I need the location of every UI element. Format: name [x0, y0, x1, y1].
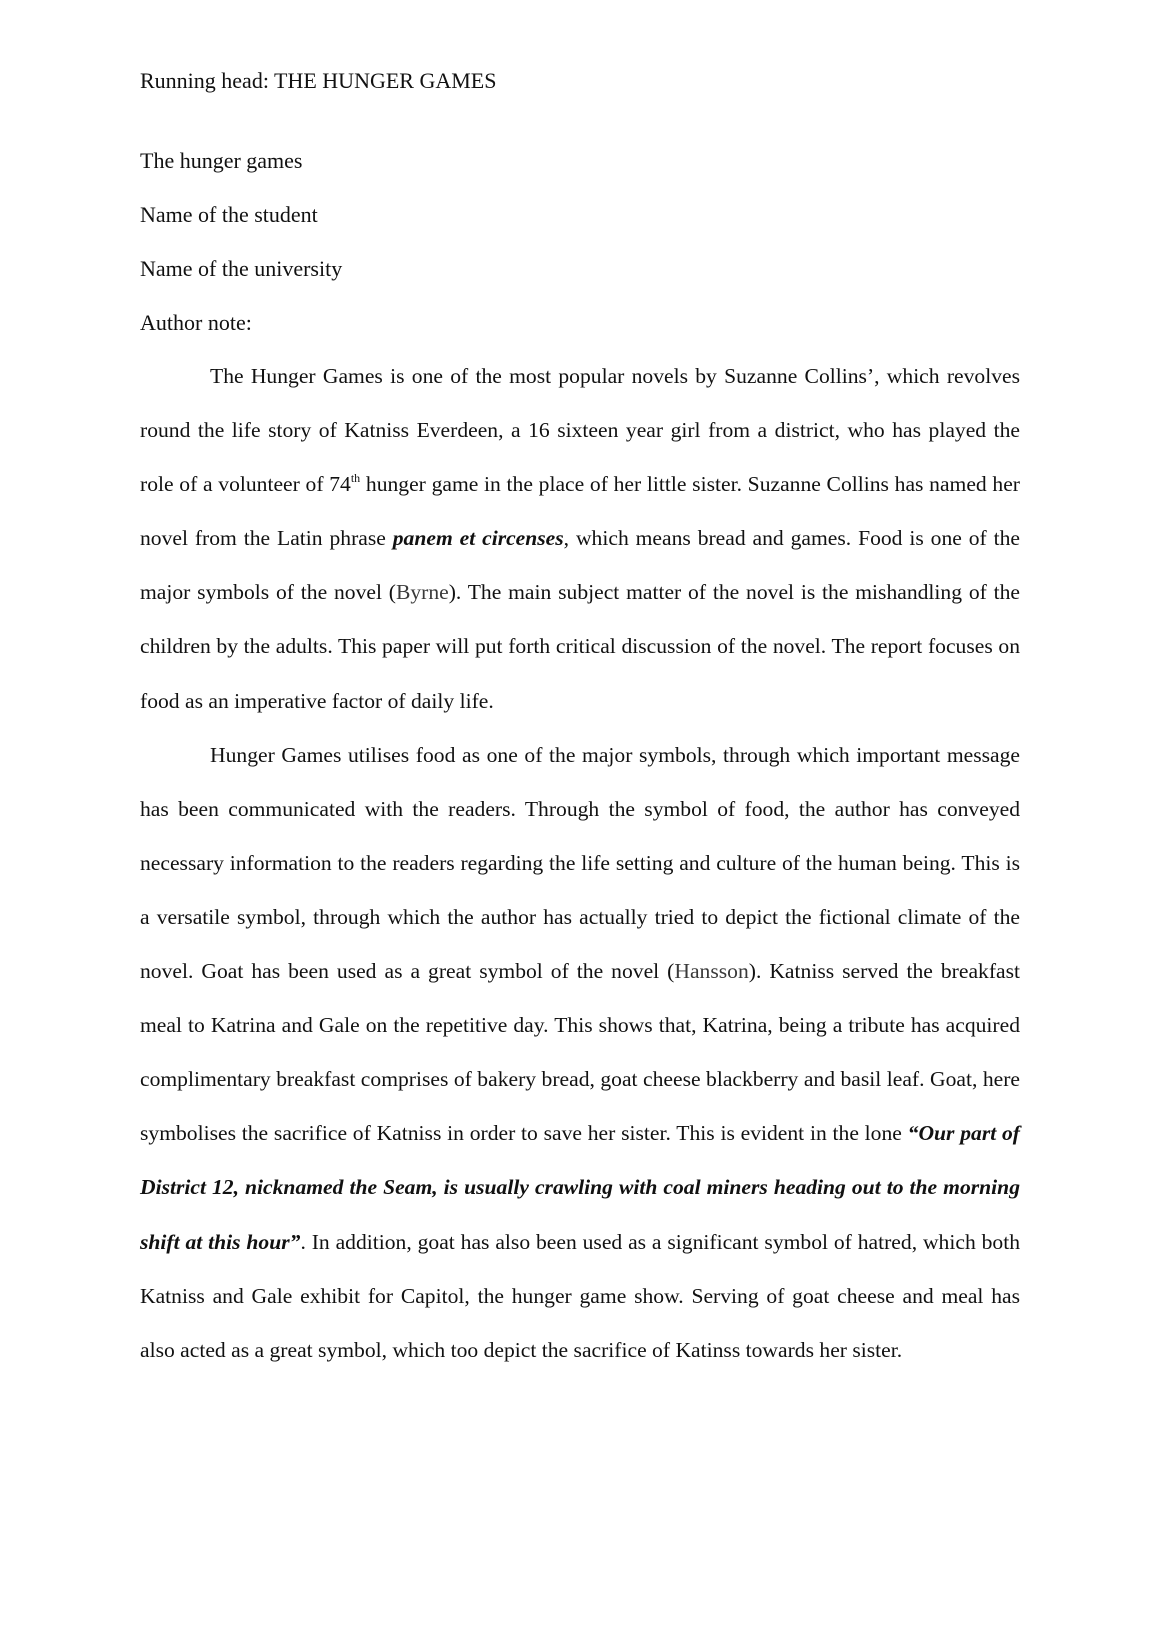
- title-block: [140, 134, 1020, 350]
- university-name: Name of the university: [140, 256, 343, 281]
- paper-title: The hunger games: [140, 148, 303, 173]
- paragraph-2: [140, 728, 1020, 1377]
- novel-quote: “Our part of District 12, nicknamed the Seam, is usually crawling with coal miners heading out to the morning shift at this hour”: [140, 1121, 1020, 1254]
- ordinal-suffix: th: [350, 471, 361, 486]
- running-head: Running head: THE HUNGER GAMES: [140, 68, 497, 93]
- paragraph-2-text-b: ). Katniss served the breakfast meal to Katrina and Gale on the repetitive day. This shows that, Katrina, being a tribute has acquired complimentary breakfast comprises of bakery bread, goat cheese blackberry and basil leaf. Goat, here symbolises the sacrifice of Katniss in order to save her sister. This is evident in the lone: [140, 959, 1020, 1146]
- paragraph-2-text-a: Hunger Games utilises food as one of the major symbols, through which important message has been communicated with the readers. Through the symbol of food, the author has conveyed necessary information to the readers regarding the life setting and culture of the human being. This is a versatile symbol, through which the author has actually tried to depict the fictional climate of the novel. Goat has been used as a great symbol of the novel (: [140, 742, 1020, 984]
- student-name: Name of the student: [140, 202, 318, 227]
- author-note: Author note:: [140, 310, 252, 335]
- paragraph-1-text-a: The Hunger Games is one of the most popular novels by Suzanne Collins’, which revolves round the life story of Katniss Everdeen, a 16 sixteen year girl from a district, who has played the role of a volunteer of 74: [140, 364, 1020, 497]
- citation-hansson: Hansson: [674, 959, 749, 984]
- paragraph-1: [140, 349, 1020, 728]
- citation-byrne: Byrne: [395, 580, 449, 605]
- paragraph-1-text-d: ). The main subject matter of the novel is the mishandling of the children by the adults. This paper will put forth critical discussion of the novel. The report focuses on food as an imperative factor of daily life.: [140, 580, 1020, 713]
- paragraph-1-text-c: , which means bread and games. Food is one of the major symbols of the novel (: [140, 526, 1021, 605]
- body-text: [140, 349, 1020, 1377]
- paragraph-2-text-c: . In addition, goat has also been used as a significant symbol of hatred, which both Katniss and Gale exhibit for Capitol, the hunger game show. Serving of goat cheese and meal has also acted as a great symbol, which too depict the sacrifice of Katinss towards her sister.: [140, 1229, 1020, 1362]
- paragraph-1-text-b: hunger game in the place of her little sister. Suzanne Collins has named her novel from the Latin phrase: [140, 472, 1020, 551]
- latin-phrase: panem et circenses: [392, 526, 564, 551]
